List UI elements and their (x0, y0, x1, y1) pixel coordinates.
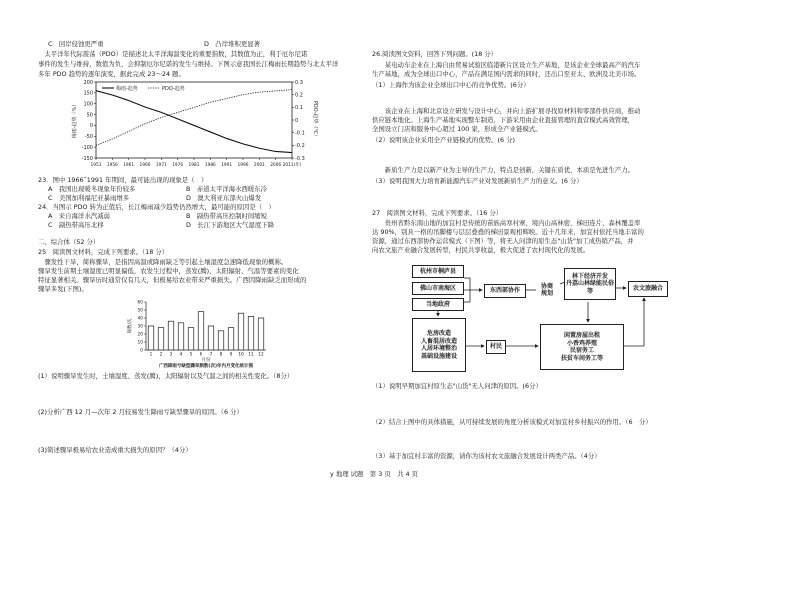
q23-option-b: B 赤道太平洋海水西暖东冷 (186, 185, 268, 193)
bar-month-4 (178, 323, 184, 350)
page-footer: y 地理 试题 第 3 页 共 4 页 (330, 470, 419, 478)
q24-option-d: D 长江下游地区大气湿度下降 (186, 221, 274, 229)
q25-para-line-4: 骤旱多发(下图)。 (38, 285, 88, 293)
pdo-right-tick-label: -0.1 (295, 130, 305, 137)
series-line-meiyu (96, 91, 292, 153)
bar-month-9 (228, 328, 234, 350)
bar-x-axis-label: 月份 (201, 358, 211, 363)
pdo-intro-line-3: 多年 PDO 趋势的逐年演变，据此完成 23～24 题。 (38, 70, 185, 78)
bar-x-tick-label: 3 (169, 352, 173, 358)
pdo-x-tick-label: 1996 (237, 163, 249, 168)
q27-para-line-1: 贵州省黔东南山地的加宜村是传统的苗族高寒村寨，境内山高林密，梯田连片，森林覆盖率 (372, 219, 641, 227)
pdo-right-tick-label: -0.2 (295, 143, 305, 150)
bar-month-11 (248, 316, 254, 350)
pdo-left-tick-label: 0 (89, 123, 93, 130)
q23-option-c: C 美国加利福尼亚暴雨增多 (48, 194, 130, 202)
bar-x-tick-label: 5 (189, 352, 193, 358)
pdo-left-tick-label: 50 (86, 112, 93, 119)
q26-para1-line-2: 生产基地，成为全球出口中心，产品在满足国内需求的同时，还出口至亚太、欧洲及北美市场。 (372, 70, 641, 78)
pdo-right-tick-label: 0.1 (295, 105, 303, 112)
bar-y-tick-label: 20 (137, 332, 143, 338)
q25-para-line-3: 特征显著相关。骤旱历时通常仅有几天，但极易给农业带来严重损失。广西因降雨缺乏而形成的 (38, 276, 307, 284)
flow-box-local-government: 当地政府 (412, 298, 464, 311)
q26-question-1: （1）上海作为该企业全球出口中心的竞争优势。(6分） (372, 81, 530, 89)
bar-month-1 (148, 326, 154, 350)
q25-question-3: (3)简述骤旱极易给农业造成重大损失的原因？（4分） (38, 446, 192, 454)
bar-y-tick-label: 60 (137, 300, 143, 306)
bar-y-tick-label: 30 (137, 324, 143, 330)
series-line-pdo (96, 90, 292, 146)
flow-box-forest-economy: 林下经济开发 丹荔山林绿能民俗 等 (564, 268, 616, 300)
pdo-x-tick-label: 1966 (139, 163, 151, 168)
q27-question-3: （3）基于加宜村丰富的资源，请你为该村农文旅融合发展设计两类产品。（4分） (372, 452, 601, 460)
q22-option-c: C 回岸侵蚀更严重 (48, 40, 104, 48)
pdo-right-tick-label: 0 (295, 117, 299, 124)
q26-para2-line-1: 该企业在上海和北京设立研发与设计中心，并向上游扩展寻找原材料和零部件供应商，推动 (372, 107, 641, 115)
pdo-left-axis-label: 梅雨-趋势（%） (72, 101, 78, 139)
pdo-right-tick-label: 0.2 (295, 92, 303, 99)
flow-box-east-west-cooperation: 东西部协作 (484, 284, 526, 298)
q24-stem: 24．当图示 PDO 转为正值后，长江梅雨减少趋势仍然增大，最可能的原因是（ ） (38, 203, 275, 211)
q26-stem: 26.阅读图文资料，回答下列问题。(18 分） (372, 50, 498, 58)
q23-stem: 23．图中 1966˜1991 年期间，最可能出现的现象是（ ） (38, 176, 208, 184)
q26-para2-line-3: 全国设立门店和服务中心超过 100 家，形成全产业链模式。 (372, 125, 542, 133)
pdo-x-tick-label: 1981 (188, 163, 200, 168)
bar-x-tick-label: 1 (149, 352, 153, 358)
bar-month-3 (168, 321, 174, 350)
q27-stem: 27 阅读图文材料，完成下列要求。（16 分） (372, 209, 503, 217)
bar-y-tick-label: 10 (137, 340, 143, 346)
q22-option-d: D 凸岸堆积更显著 (204, 40, 261, 48)
drought-frequency-bar-chart (126, 296, 276, 368)
flow-box-agri-culture-tourism: 农文旅融合 (628, 281, 668, 297)
q27-para-line-2: 达 90%，别具一格的吊脚楼与层层叠叠的梯田景观相辉映。近十几年来，加宜村依托当地丰富的 (372, 228, 644, 236)
bar-month-5 (188, 328, 194, 350)
legend-label-meiyu: 梅雨-趋势 (116, 86, 138, 92)
q26-para3-line-1: 新质生产力是以新产业为主导的生产力，特点是创新，关键在质优，本质是先进生产力。 (372, 166, 635, 174)
pdo-plot-frame (96, 82, 292, 158)
bar-month-10 (238, 313, 244, 350)
bar-y-tick-label: 50 (137, 308, 143, 314)
q26-para1-line-1: 某电动车企业在上海自由贸易试验区临港新片区设立生产基地，是该企业全球最高产的汽车 (372, 61, 641, 69)
bar-month-8 (218, 331, 224, 350)
pdo-x-tick-label: 1951 (90, 163, 102, 168)
q23-option-d: D 澳大利亚东部火山爆发 (186, 194, 262, 202)
q25-stem: 25 阅读图文材料，完成下列要求。（18 分） (38, 248, 169, 256)
pdo-intro-line-1: 太平洋年代际震荡（PDO）是描述北太平洋海温变化的重要指数，其数值为正，利于厄尔尼诺 (38, 50, 308, 58)
q23-option-a: A 我国出现暖冬现象年份较多 (48, 185, 136, 193)
bar-x-tick-label: 11 (248, 352, 254, 358)
bar-x-tick-label: 4 (179, 352, 183, 358)
q25-para-line-2: 骤旱发生前期土壤湿度已明显偏低，农发生过程中，蒸发(腾)、太阳辐射、气温等要素的变化 (38, 267, 299, 275)
pdo-x-tick-label: 1956 (106, 163, 118, 168)
bar-month-2 (158, 328, 164, 350)
q25-question-2: (2)分析广西 12 月—次年 2 月较易发生降雨亏缺型骤旱的原因。（6 分） (38, 408, 243, 416)
pdo-left-tick-label: 200 (83, 79, 93, 86)
flow-label-negotiation-planning: 协商 规划 (536, 282, 558, 298)
pdo-left-tick-label: 150 (83, 90, 93, 97)
pdo-left-tick-label: -50 (84, 134, 93, 141)
bar-x-tick-label: 8 (219, 352, 223, 358)
bar-month-12 (258, 318, 264, 350)
bar-x-tick-label: 6 (199, 352, 203, 358)
pdo-x-tick-label: 2006 (270, 163, 282, 168)
q24-option-c: C 副热带高压北移 (48, 221, 104, 229)
pdo-left-tick-label: -100 (81, 144, 93, 151)
q24-option-b: B 副热带高压控制时间缩短 (186, 212, 268, 220)
flow-box-village-income: 闲置房屋出租 小香鸡养殖 民宿务工 扶贫车间务工等 (540, 324, 624, 370)
section-2-heading: 二、综合体（52 分） (38, 238, 100, 246)
bar-x-tick-label: 9 (229, 352, 233, 358)
q24-option-a: A 来自海洋水汽减弱 (48, 212, 110, 220)
pdo-intro-line-2: 事件的发生与维持，数值为负，会抑制厄尔尼诺的发生与维持。下图示意我国长江梅雨长期趋势与北太平洋 (38, 60, 339, 68)
pdo-x-tick-label: 2011(年) (282, 163, 302, 168)
bar-x-tick-label: 2 (159, 352, 163, 358)
q26-question-2: （2）说明该企业采用全产业链模式的优势。(6 分) (372, 136, 515, 144)
flow-box-foshan: 佛山市南海区 (412, 282, 464, 295)
pdo-x-tick-label: 1961 (123, 163, 135, 168)
cooperation-flow-diagram (408, 262, 670, 376)
bar-month-6 (198, 312, 204, 350)
flow-box-villagers: 村民 (486, 340, 506, 354)
pdo-left-tick-label: 100 (83, 101, 93, 108)
pdo-meiyu-chart (70, 78, 320, 174)
q27-question-2: （2）结合上图中的具体措施，从可持续发展的角度分析该模式对加宜村乡村振兴的作用。（6 分） (372, 418, 652, 426)
q27-question-1: （1）说明早期加宜村原生态"山货"无人问津的原因。(6分） (372, 382, 542, 390)
pdo-right-tick-label: 0.3 (295, 79, 303, 86)
pdo-right-axis-label: PDO-趋势（℃） (312, 100, 318, 140)
pdo-right-tick-label: -0.3 (295, 155, 305, 162)
bar-month-7 (208, 326, 214, 350)
pdo-left-tick-label: -150 (81, 155, 93, 162)
flow-box-infrastructure: 危房改造 人畜混居改造 人居环境整治 基础设施建设 (412, 318, 466, 372)
bar-chart-title: 广西降雨亏缺型骤旱频数(次)年内月变化统计图 (158, 364, 254, 368)
pdo-x-tick-label: 1971 (155, 163, 167, 168)
pdo-x-tick-label: 2001 (253, 163, 265, 168)
q26-para2-line-2: 供应链本地化。上海生产基地实现整车制造，下游采用由企业直接管理的直营模式高效管理， (372, 116, 635, 124)
q27-para-line-4: 向农文旅产业融合发展转型，村民共享收益，极大促进了农村现代化的发展。 (372, 246, 590, 254)
pdo-x-tick-label: 1991 (221, 163, 233, 168)
bar-y-axis-label: 频数/次 (128, 318, 133, 334)
pdo-x-tick-label: 1976 (172, 163, 184, 168)
bar-x-tick-label: 12 (258, 352, 264, 358)
legend-label-pdo: PDO-趋势 (162, 86, 185, 92)
bar-x-tick-label: 7 (209, 352, 213, 358)
bar-x-tick-label: 10 (238, 352, 244, 358)
bar-y-tick-label: 0 (140, 348, 143, 354)
bar-y-tick-label: 40 (137, 316, 143, 322)
pdo-x-tick-label: 1986 (204, 163, 216, 168)
q27-para-line-3: 资源，通过东西部协作运营模式（下图）等，将无人问津的原生态"山货"加工成热销产品，并 (372, 237, 634, 245)
flow-box-hangzhou: 杭州市桐庐县 (412, 265, 464, 278)
q25-para-line-1: 骤发性干旱，简称骤旱，是指因高温或降雨缺乏等引起土壤湿度急速降低现象的概称。 (38, 258, 288, 266)
q25-question-1: (1）说明骤旱发生时，土壤湿度、蒸发(腾)、太阳辐射以及气温之间的相关性变化。（8分） (38, 372, 294, 380)
q26-question-3: （3）说明我国大力培育新能源汽车产业对发展新质生产力的意义。(6 分） (372, 177, 583, 185)
